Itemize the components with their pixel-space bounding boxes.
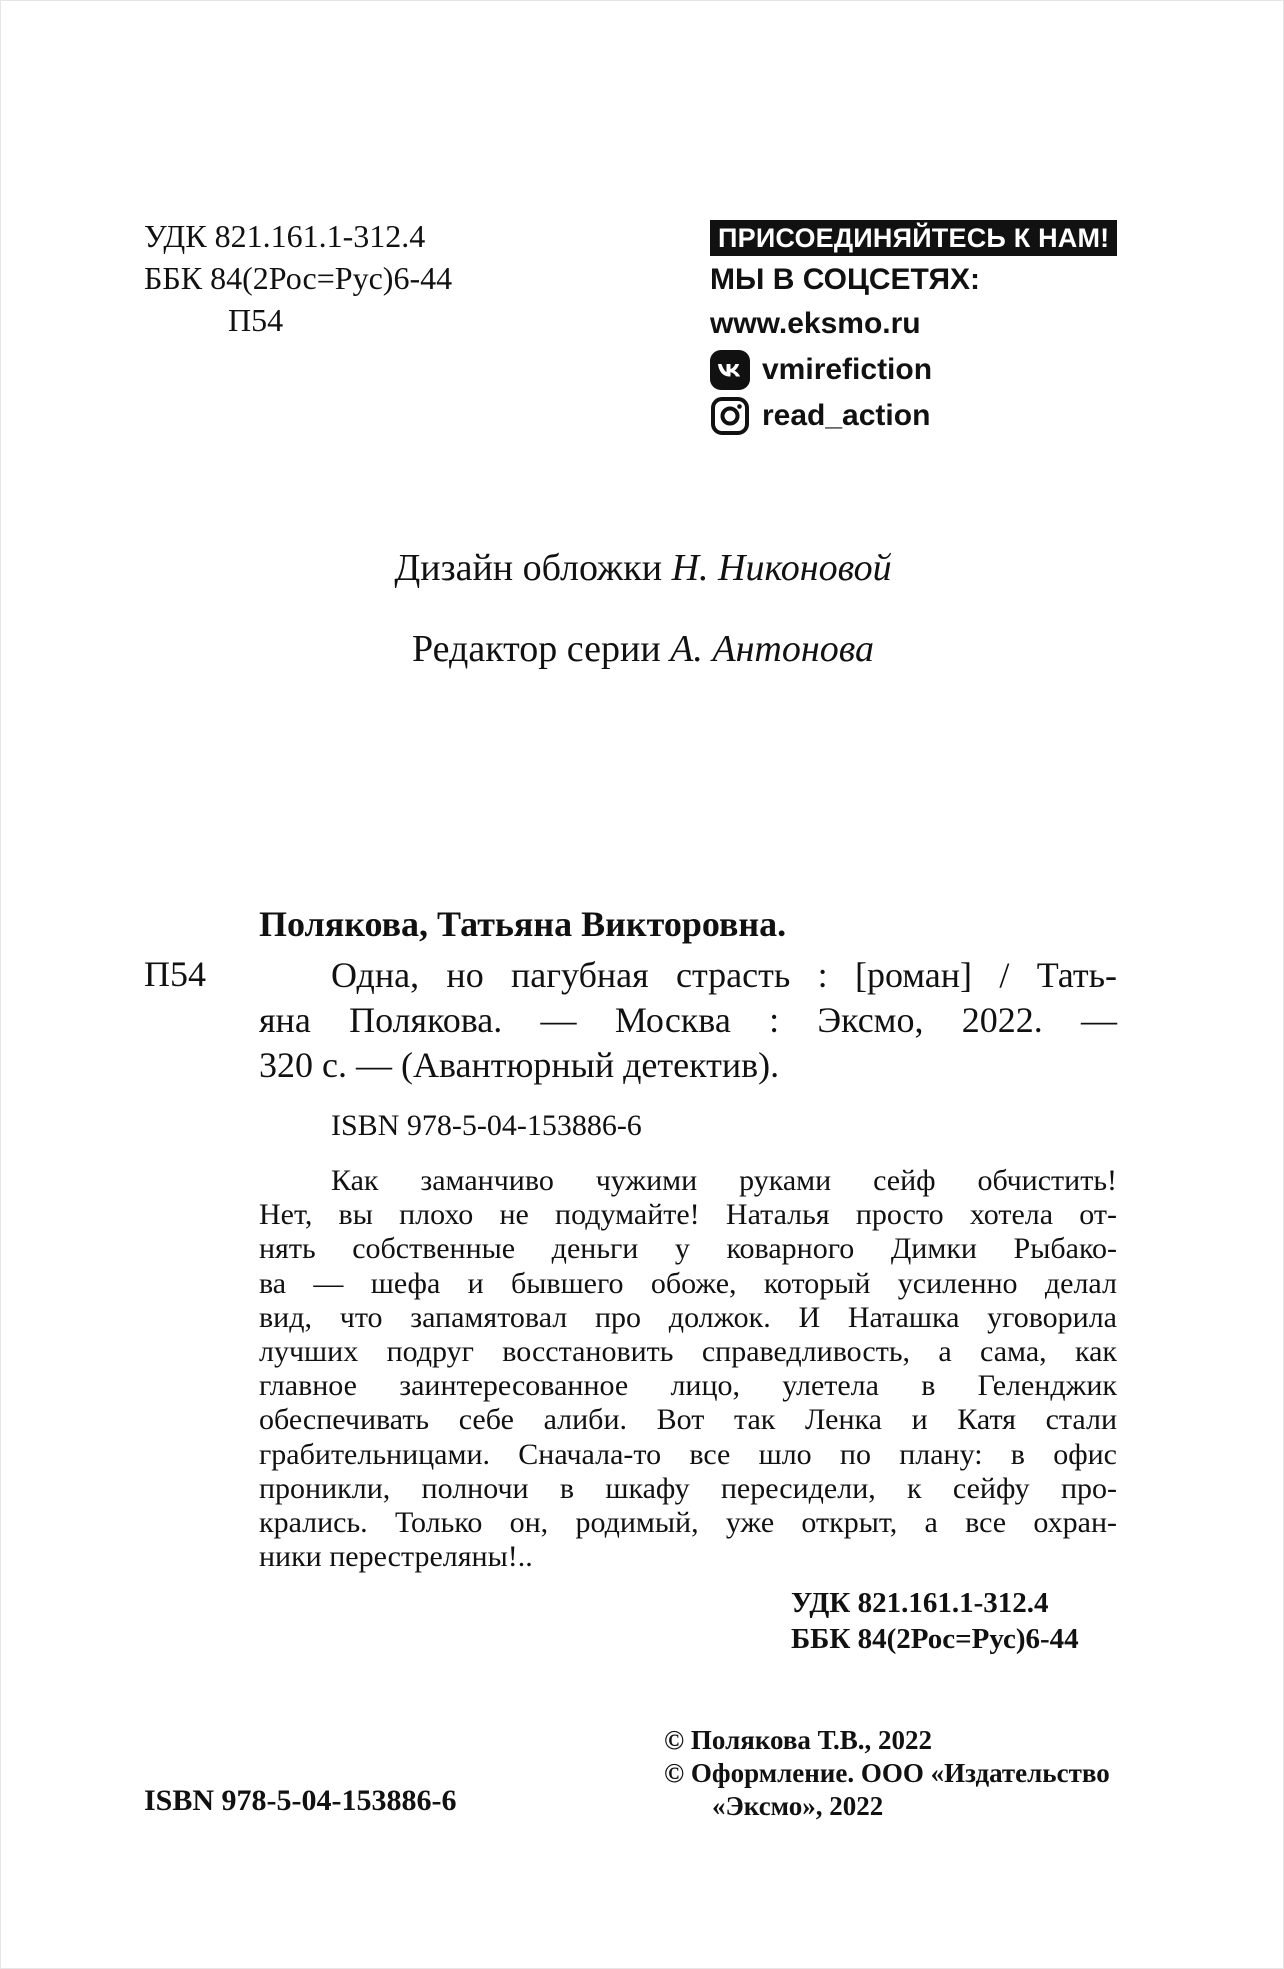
annotation-line: грабительницами. Сначала-то все шло по плану: в офис	[259, 1437, 1117, 1471]
record-line: яна Полякова. — Москва : Эксмо, 2022. —	[259, 1000, 1117, 1040]
record-line: 320 с. — (Авантюрный детектив).	[259, 1045, 780, 1085]
copyright-author: © Полякова Т.В., 2022	[664, 1725, 932, 1755]
classification-codes-bottom	[791, 1585, 1079, 1657]
instagram-handle: read_action	[762, 399, 931, 432]
bbk-code-bottom: ББК 84(2Рос=Рус)6-44	[791, 1623, 1079, 1655]
series-editor-credit	[1, 627, 1284, 671]
annotation-line: проникли, полночи в шкафу пересидели, к сейфу про-	[259, 1471, 1117, 1505]
annotation-line: лучших подруг восстановить справедливость, а сама, как	[259, 1335, 1117, 1369]
vk-handle: vmirefiction	[762, 353, 933, 386]
series-editor-label: Редактор серии	[412, 628, 661, 670]
record-isbn: ISBN 978-5-04-153886-6	[331, 1109, 642, 1142]
author-heading: Полякова, Татьяна Викторовна.	[259, 904, 787, 944]
annotation	[259, 1164, 1117, 1574]
udk-code-bottom: УДК 821.161.1-312.4	[791, 1587, 1049, 1619]
record-author-mark: П54	[144, 954, 206, 994]
annotation-line: нять собственные деньги у коварного Димки Рыбако-	[259, 1232, 1117, 1266]
social-subtitle: МЫ В СОЦСЕТЯХ:	[710, 263, 981, 296]
social-block	[710, 220, 1125, 436]
record-line: Одна, но пагубная страсть : [роман] / Тать-	[331, 955, 1117, 995]
classification-codes	[144, 215, 452, 341]
instagram-row[interactable]	[710, 396, 1125, 436]
series-editor-name: А. Антонова	[670, 628, 874, 670]
annotation-line: обеспечивать себе алиби. Вот так Ленка и Катя стали	[259, 1403, 1117, 1437]
annotation-line: крались. Только он, родимый, уже открыт, а все охран-	[259, 1506, 1117, 1540]
copyright-publisher: «Эксмо», 2022	[712, 1791, 884, 1821]
annotation-line: Нет, вы плохо не подумайте! Наталья просто хотела от-	[259, 1198, 1117, 1232]
vk-icon	[710, 350, 750, 390]
annotation-line: главное заинтересованное лицо, улетела в Геленджик	[259, 1369, 1117, 1403]
website-link[interactable]: www.eksmo.ru	[710, 307, 921, 340]
annotation-line: ники перестреляны!..	[259, 1540, 533, 1574]
annotation-line: вид, что запамятовал про должок. И Наташка уговорила	[259, 1300, 1117, 1334]
isbn-bottom: ISBN 978-5-04-153886-6	[144, 1784, 457, 1817]
udk-code: УДК 821.161.1-312.4	[144, 218, 426, 254]
annotation-line: ва — шефа и бывшего обоже, который усиленно делал	[259, 1266, 1117, 1300]
annotation-line: Как заманчиво чужими руками сейф обчистить!	[331, 1164, 1117, 1197]
instagram-icon	[710, 396, 750, 436]
vk-row[interactable]	[710, 350, 1125, 390]
cover-design-label: Дизайн обложки	[394, 547, 663, 589]
cover-design-credit	[1, 546, 1284, 590]
author-mark: П54	[228, 302, 284, 338]
copyright-design: © Оформление. ООО «Издательство	[664, 1758, 1110, 1788]
bbk-code: ББК 84(2Рос=Рус)6-44	[144, 260, 453, 296]
join-banner: ПРИСОЕДИНЯЙТЕСЬ К НАМ!	[710, 220, 1117, 256]
cover-designer-name: Н. Никоновой	[671, 547, 892, 589]
copyright-block	[664, 1724, 1110, 1823]
bibliographic-description	[259, 953, 1117, 1088]
